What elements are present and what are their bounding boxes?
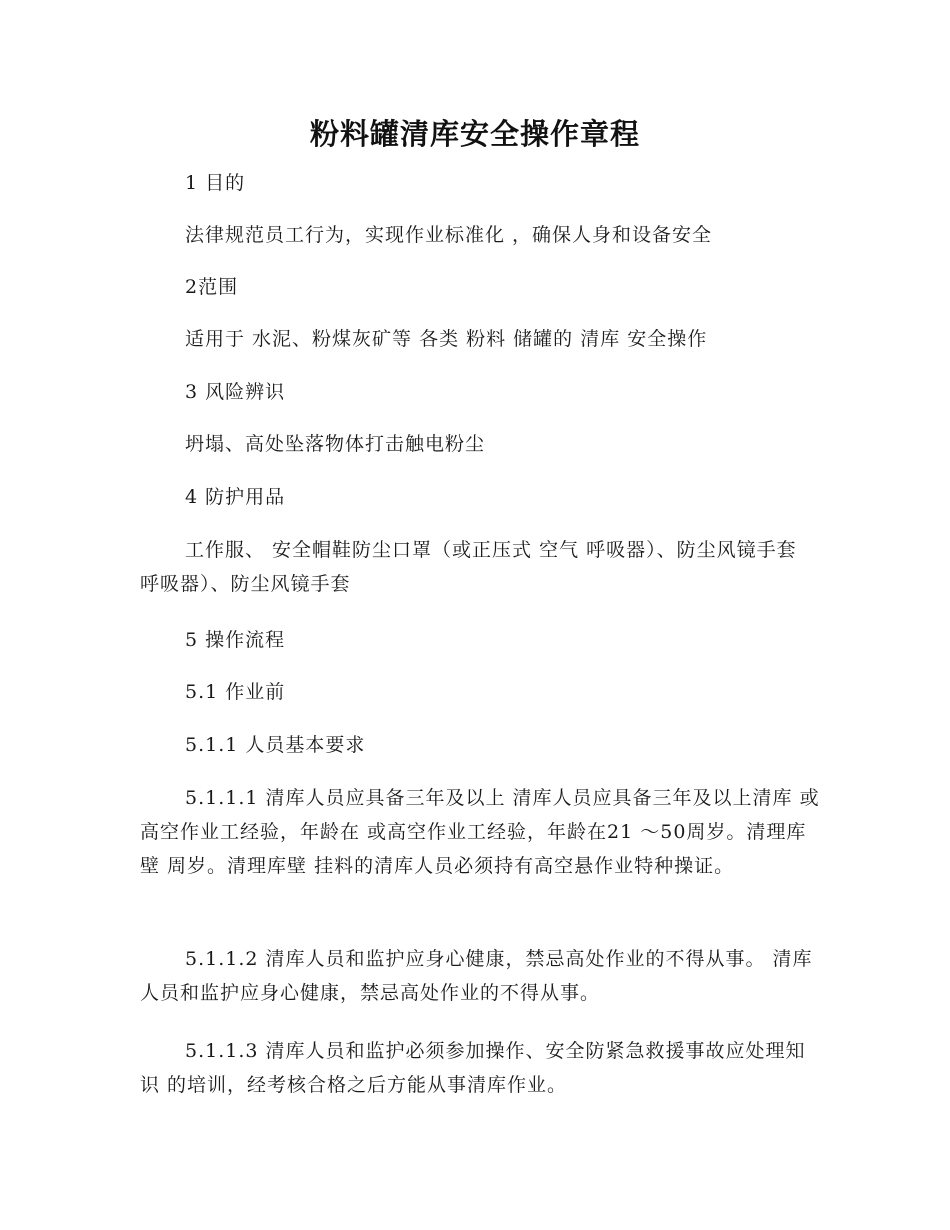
paragraph-scope-text: 适用于 水泥、粉煤灰矿等 各类 粉料 储罐的 清库 安全操作 xyxy=(185,328,708,350)
document-title: 粉料罐清库安全操作章程 xyxy=(309,117,640,151)
paragraph-protective-gear-text: 工作服、 安全帽鞋防尘口罩（或正压式 空气 呼吸器）、防尘风镜手套 呼吸器）、防尘风镜手套 xyxy=(140,539,797,595)
paragraph-section-3-heading: 3 风险辨识 xyxy=(185,381,286,403)
paragraph-risk-text: 坍塌、高处坠落物体打击触电粉尘 xyxy=(185,433,486,455)
paragraph-section-4-heading: 4 防护用品 xyxy=(185,486,286,508)
paragraph-5-1-1-3-text: 5.1.1.3 清库人员和监护必须参加操作、安全防紧急救援事故应处理知识 的培训，经考核合格之后方能从事清库作业。 xyxy=(140,1040,806,1096)
paragraph-section-5-heading: 5 操作流程 xyxy=(185,629,286,651)
paragraph-section-2-heading: 2范围 xyxy=(185,276,239,298)
paragraph-section-1-heading: 1 目的 xyxy=(185,172,246,194)
paragraph-5-1-1-2-text: 5.1.1.2 清库人员和监护应身心健康，禁忌高处作业的不得从事。 清库人员和监护应身心健康，禁忌高处作业的不得从事。 xyxy=(140,948,813,1004)
paragraph-purpose-text: 法律规范员工行为，实现作业标准化 ，确保人身和设备安全 xyxy=(185,224,713,246)
paragraph-section-5-1-heading: 5.1 作业前 xyxy=(185,681,286,703)
paragraph-section-5-1-1-heading: 5.1.1 人员基本要求 xyxy=(185,734,366,756)
paragraph-5-1-1-1-text: 5.1.1.1 清库人员应具备三年及以上 清库人员应具备三年及以上清库 或高空作业工经验，年龄在 或高空作业工经验，年龄在21 ～50周岁。清理库壁 周岁。清理库壁 挂料的清库人员必须持有高空悬作业特种操证。 xyxy=(140,787,820,877)
